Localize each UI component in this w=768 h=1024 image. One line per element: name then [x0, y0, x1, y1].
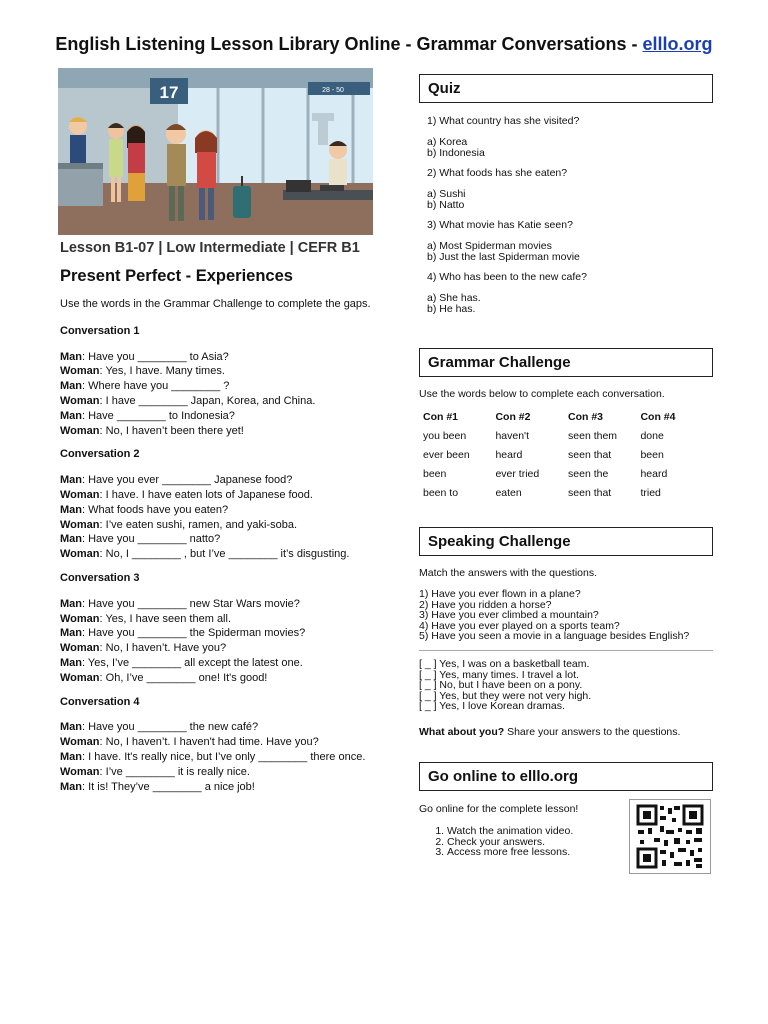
dialogue-text: : I have ________ Japan, Korea, and China.	[99, 394, 316, 407]
speaking-challenge-intro: Match the answers with the questions.	[419, 567, 598, 579]
dialogue-line	[60, 597, 400, 612]
speaker: Woman	[60, 671, 100, 684]
dialogue-text: : Yes, I have. Many times.	[99, 365, 225, 378]
quiz-item	[427, 220, 713, 263]
table-row	[423, 449, 713, 468]
dialogue-line	[60, 547, 400, 562]
speaker: Man	[60, 656, 82, 669]
column-header: Con #3	[568, 411, 604, 423]
speaker: Man	[60, 721, 82, 734]
conversation-title: Conversation 1	[60, 324, 140, 337]
grammar-challenge-table	[423, 411, 713, 506]
speaker: Man	[60, 597, 82, 610]
dialogue-text: : No, I haven’t been there yet!	[99, 424, 244, 437]
table-header-row	[423, 411, 713, 430]
dialogue-text: : Yes, I have seen them all.	[99, 612, 232, 625]
speaker: Woman	[60, 488, 100, 501]
conversations-list	[60, 324, 400, 795]
quiz-question: 1) What country has she visited?	[427, 115, 580, 127]
quiz-heading: Quiz	[419, 74, 713, 103]
quiz-question: 4) Who has been to the new cafe?	[427, 271, 587, 283]
quiz-option-a[interactable]: a) She has.	[427, 292, 481, 304]
grammar-challenge-section	[419, 348, 713, 506]
speaking-answer[interactable]: [ _ ] Yes, many times. I travel a lot.	[419, 668, 579, 681]
table-cell: seen the	[568, 468, 609, 480]
speaking-question: 2) Have you ridden a horse?	[419, 598, 552, 611]
column-header: Con #4	[640, 411, 676, 423]
quiz-option-a[interactable]: a) Sushi	[427, 188, 466, 200]
table-cell: been	[423, 468, 447, 480]
speaking-challenge-heading: Speaking Challenge	[419, 527, 713, 556]
dialogue-text: : No, I ________ , but I’ve ________ it’s disgusting.	[99, 548, 350, 561]
speaking-question: 1) Have you ever flown in a plane?	[419, 588, 581, 600]
table-cell: heard	[640, 468, 668, 480]
lesson-title: Present Perfect - Experiences	[60, 267, 293, 285]
table-cell: tried	[640, 487, 661, 499]
dialogue-line	[60, 735, 400, 750]
conversation-title: Conversation 3	[60, 571, 140, 584]
divider	[419, 650, 713, 651]
table-cell: done	[640, 430, 664, 442]
speaker: Woman	[60, 642, 100, 655]
quiz-option-a[interactable]: a) Most Spiderman movies	[427, 240, 552, 252]
dialogue-text: : Have ________ to Indonesia?	[82, 409, 235, 422]
gate-sign: 28 - 50	[322, 87, 344, 94]
quiz-option-b[interactable]: b) Just the last Spiderman movie	[427, 251, 580, 263]
elllo-link[interactable]: elllo.org	[642, 34, 713, 54]
dialogue-line	[60, 518, 400, 533]
go-online-heading: Go online to elllo.org	[419, 762, 713, 791]
conversation-title: Conversation 4	[60, 695, 140, 708]
quiz-option-b[interactable]: b) Natto	[427, 199, 465, 211]
quiz-item	[427, 116, 713, 159]
dialogue-line	[60, 532, 400, 547]
column-header: Con #1	[423, 411, 459, 423]
conversation	[60, 695, 400, 795]
dialogue-text: : I’ve eaten sushi, ramen, and yaki-soba.	[99, 518, 298, 531]
dialogue-line	[60, 671, 400, 686]
dialogue-text: : Yes, I’ve ________ all except the latest one.	[82, 656, 303, 669]
dialogue-line	[60, 750, 400, 765]
quiz-question: 2) What foods has she eaten?	[427, 167, 568, 179]
what-about-you	[419, 726, 713, 738]
speaker: Woman	[60, 736, 100, 749]
speaking-challenge-section	[419, 527, 713, 738]
quiz-item	[427, 168, 713, 211]
dialogue-text: : No, I haven’t. Have you?	[99, 642, 227, 655]
dialogue-text: : Have you ________ new Star Wars movie?	[82, 597, 300, 610]
speaker: Man	[60, 380, 82, 393]
qr-code-icon	[630, 800, 710, 873]
table-row	[423, 487, 713, 506]
quiz-option-a[interactable]: a) Korea	[427, 136, 468, 148]
what-about-you-bold: What about you?	[419, 725, 505, 738]
conversation	[60, 447, 400, 562]
dialogue-line	[60, 612, 400, 627]
speaker: Man	[60, 350, 82, 363]
dialogue-text: : I’ve ________ it is really nice.	[99, 765, 250, 778]
speaking-answers	[419, 659, 713, 712]
speaker: Man	[60, 750, 82, 763]
dialogue-line	[60, 364, 400, 379]
speaking-question: 5) Have you seen a movie in a language besides English?	[419, 630, 690, 643]
speaker: Woman	[60, 518, 100, 531]
airport-scene-image	[58, 68, 373, 235]
dialogue-line	[60, 379, 400, 394]
quiz-section	[419, 74, 713, 324]
dialogue-text: : Where have you ________ ?	[82, 380, 230, 393]
dialogue-text: : What foods have you eaten?	[82, 503, 229, 516]
table-cell: been	[640, 449, 664, 461]
go-online-step: 3. Access more free lessons.	[447, 847, 713, 858]
speaker: Man	[60, 533, 82, 546]
dialogue-line	[60, 656, 400, 671]
table-row	[423, 430, 713, 449]
quiz-item	[427, 272, 713, 315]
dialogue-line	[60, 780, 400, 795]
table-cell: eaten	[495, 487, 522, 499]
table-cell: seen that	[568, 449, 612, 461]
conversations-column	[60, 297, 400, 803]
go-online-step: 1. Watch the animation video.	[447, 826, 713, 837]
dialogue-line	[60, 350, 400, 365]
table-cell: ever been	[423, 449, 470, 461]
column-header: Con #2	[495, 411, 531, 423]
dialogue-line	[60, 626, 400, 641]
table-cell: seen that	[568, 487, 612, 499]
page-title-text: English Listening Lesson Library Online - Grammar Conversations -	[55, 34, 643, 54]
speaking-answer[interactable]: [ _ ] Yes, I was on a basketball team.	[419, 657, 590, 670]
speaker: Man	[60, 627, 82, 640]
grammar-challenge-heading: Grammar Challenge	[419, 348, 713, 377]
speaker: Woman	[60, 424, 100, 437]
dialogue-text: : Have you ________ the new café?	[82, 721, 259, 734]
quiz-question: 3) What movie has Katie seen?	[427, 219, 573, 231]
speaker: Man	[60, 409, 82, 422]
dialogue-text: : Have you ________ natto?	[82, 533, 221, 546]
table-cell: been to	[423, 487, 459, 499]
speaking-question: 4) Have you ever played on a sports team?	[419, 619, 620, 632]
dialogue-text: : I have. It's really nice, but I’ve only ________ there once.	[82, 750, 366, 763]
speaker: Man	[60, 474, 82, 487]
conversation-title: Conversation 2	[60, 448, 140, 461]
speaking-answer[interactable]: [ _ ] Yes, I love Korean dramas.	[419, 700, 565, 713]
table-cell: heard	[495, 449, 523, 461]
dialogue-line	[60, 409, 400, 424]
dialogue-line	[60, 473, 400, 488]
dialogue-line	[60, 720, 400, 735]
lesson-intro: Use the words in the Grammar Challenge to complete the gaps.	[60, 298, 371, 310]
dialogue-line	[60, 765, 400, 780]
dialogue-text: : Oh, I’ve ________ one! It's good!	[99, 671, 268, 684]
dialogue-text: : I have. I have eaten lots of Japanese food.	[99, 488, 313, 501]
speaking-answer[interactable]: [ _ ] Yes, but they were not very high.	[419, 689, 592, 702]
speaking-answer[interactable]: [ _ ] No, but I have been on a pony.	[419, 679, 583, 692]
speaker: Woman	[60, 548, 100, 561]
speaker: Man	[60, 503, 82, 516]
grammar-challenge-intro: Use the words below to complete each conversation.	[419, 388, 665, 400]
lesson-meta: Lesson B1-07 | Low Intermediate | CEFR B1	[60, 240, 360, 256]
conversation	[60, 571, 400, 686]
dialogue-text: : It is! They’ve ________ a nice job!	[82, 780, 255, 793]
lesson-illustration	[58, 68, 373, 235]
speaker: Man	[60, 780, 82, 793]
table-cell: seen them	[568, 430, 618, 442]
quiz-option-b[interactable]: b) Indonesia	[427, 147, 485, 159]
table-cell: haven't	[495, 430, 529, 442]
quiz-questions	[419, 103, 713, 315]
gate-number: 17	[159, 83, 179, 102]
dialogue-text: : Have you ever ________ Japanese food?	[82, 474, 293, 487]
table-cell: you been	[423, 430, 467, 442]
dialogue-text: : No, I haven’t. I haven't had time. Have you?	[99, 736, 319, 749]
go-online-step: 2. Check your answers.	[447, 837, 713, 848]
dialogue-line	[60, 641, 400, 656]
conversation	[60, 324, 400, 439]
qr-code[interactable]	[629, 799, 711, 874]
speaking-questions	[419, 589, 713, 642]
table-cell: ever tried	[495, 468, 540, 480]
go-online-intro: Go online for the complete lesson!	[419, 803, 579, 815]
dialogue-line	[60, 424, 400, 439]
speaker: Woman	[60, 394, 100, 407]
speaker: Woman	[60, 365, 100, 378]
dialogue-text: : Have you ________ to Asia?	[82, 350, 229, 363]
speaker: Woman	[60, 765, 100, 778]
dialogue-line	[60, 503, 400, 518]
quiz-option-b[interactable]: b) He has.	[427, 303, 476, 315]
what-about-you-text: Share your answers to the questions.	[504, 725, 681, 738]
table-row	[423, 468, 713, 487]
dialogue-text: : Have you ________ the Spiderman movies?	[82, 627, 306, 640]
dialogue-line	[60, 394, 400, 409]
speaking-question: 3) Have you ever climbed a mountain?	[419, 609, 599, 622]
speaker: Woman	[60, 612, 100, 625]
page-title	[0, 34, 768, 55]
dialogue-line	[60, 488, 400, 503]
